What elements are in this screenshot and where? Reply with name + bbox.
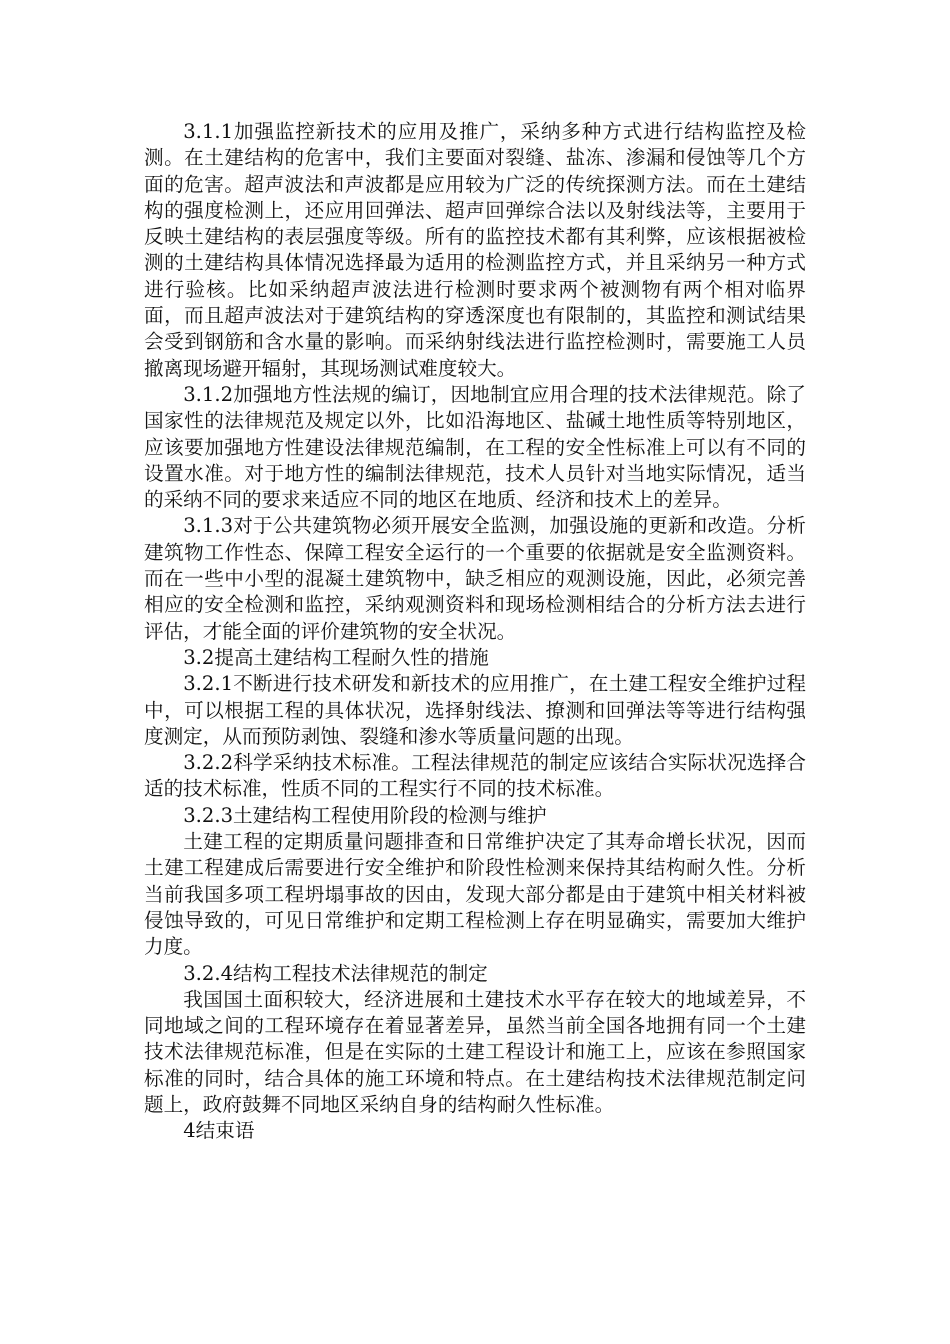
- subsection-heading-3-2-4: 3.2.4结构工程技术法律规范的制定: [183, 961, 488, 985]
- document-body: [144, 119, 806, 1145]
- subsection-heading-3-2-3: 3.2.3土建结构工程使用阶段的检测与维护: [183, 803, 547, 827]
- paragraph-3-2-1: 3.2.1不断进行技术研发和新技术的应用推广，在土建工程安全维护过程中，可以根据工程的具体状况，选择射线法、撩测和回弹法等等进行结构强度测定，从而预防剥蚀、裂缝和渗水等质量问题的出现。: [144, 672, 806, 748]
- paragraph-3-2-4-body: 我国国土面积较大，经济进展和土建技术水平存在较大的地域差异，不同地域之间的工程环境存在着显著差异，虽然当前全国各地拥有同一个土建技术法律规范标准，但是在实际的土建工程设计和施工上，应该在参照国家标准的同时，结合具体的施工环境和特点。在土建结构技术法律规范制定问题上，政府鼓舞不同地区采纳自身的结构耐久性标准。: [144, 987, 806, 1116]
- section-heading-4: 4结束语: [183, 1119, 255, 1143]
- paragraph-3-1-2: 3.1.2加强地方性法规的编订，因地制宜应用合理的技术法律规范。除了国家性的法律规范及规定以外，比如沿海地区、盐碱土地性质等特别地区，应该要加强地方性建设法律规范编制，在工程的安全性标准上可以有不同的设置水准。对于地方性的编制法律规范，技术人员针对当地实际情况，适当的采纳不同的要求来适应不同的地区在地质、经济和技术上的差异。: [144, 382, 806, 512]
- paragraph-3-2-3-body: 土建工程的定期质量问题排查和日常维护决定了其寿命增长状况，因而土建工程建成后需要进行安全维护和阶段性检测来保持其结构耐久性。分析当前我国多项工程坍塌事故的因由，发现大部分都是由于建筑中相关材料被侵蚀导致的，可见日常维护和定期工程检测上存在明显确实，需要加大维护力度。: [144, 830, 806, 959]
- paragraph-3-1-1: 3.1.1加强监控新技术的应用及推广，采纳多种方式进行结构监控及检测。在土建结构的危害中，我们主要面对裂缝、盐冻、渗漏和侵蚀等几个方面的危害。超声波法和声波都是应用较为广泛的传统探测方法。而在土建结构的强度检测上，还应用回弹法、超声回弹综合法以及射线法等，主要用于反映土建结构的表层强度等级。所有的监控技术都有其利弊，应该根据被检测的土建结构具体情况选择最为适用的检测监控方式，并且采纳另一种方式进行验核。比如采纳超声波法进行检测时要求两个被测物有两个相对临界面，而且超声波法对于建筑结构的穿透深度也有限制的，其监控和测试结果会受到钢筋和含水量的影响。而采纳射线法进行监控检测时，需要施工人员撤离现场避开辐射，其现场测试难度较大。: [144, 120, 806, 380]
- paragraph-3-1-3: 3.1.3对于公共建筑物必须开展安全监测，加强设施的更新和改造。分析建筑物工作性态、保障工程安全运行的一个重要的依据就是安全监测资料。而在一些中小型的混凝土建筑物中，缺乏相应的观测设施，因此，必须完善相应的安全检测和监控，采纳观测资料和现场检测相结合的分析方法去进行评估，才能全面的评价建筑物的安全状况。: [144, 514, 806, 643]
- paragraph-3-2-2: 3.2.2科学采纳技术标准。工程法律规范的制定应该结合实际状况选择合适的技术标准，性质不同的工程实行不同的技术标准。: [144, 751, 806, 801]
- section-heading-3-2: 3.2提高土建结构工程耐久性的措施: [183, 645, 489, 669]
